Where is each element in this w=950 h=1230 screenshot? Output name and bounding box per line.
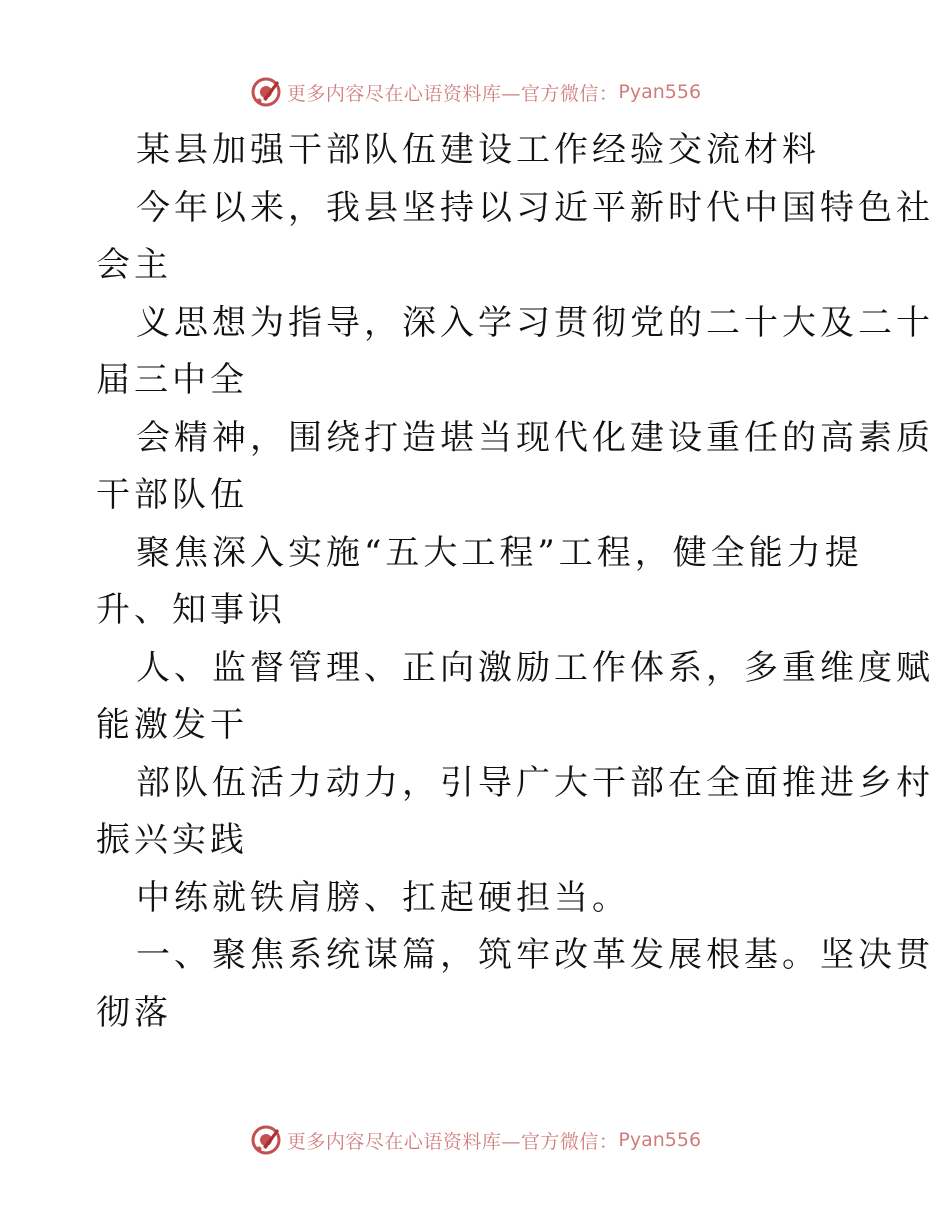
header-watermark — [0, 72, 950, 112]
watermark-text: 更多内容尽在心语资料库—官方微信： — [286, 82, 619, 105]
watermark-logo-icon — [249, 75, 283, 109]
text-line: 一、聚焦系统谋篇，筑牢改革发展根基。坚决贯 — [136, 935, 934, 975]
text-line: 会主 — [96, 245, 172, 285]
footer-watermark — [0, 1120, 950, 1160]
text-line: 振兴实践 — [96, 820, 248, 860]
text-line: 今年以来，我县坚持以习近平新时代中国特色社 — [136, 187, 934, 228]
text-line: 会精神，围绕打造堪当现代化建设重任的高素质 — [136, 417, 934, 458]
text-line: 升、知事识 — [96, 590, 286, 630]
watermark-text: 更多内容尽在心语资料库—官方微信： — [286, 1130, 619, 1153]
text-line: 义思想为指导，深入学习贯彻党的二十大及二十 — [136, 302, 934, 343]
text-line: 某县加强干部队伍建设工作经验交流材料 — [136, 130, 820, 170]
watermark-contact: Pyan556 — [618, 1129, 702, 1151]
watermark-contact: Pyan556 — [618, 81, 702, 103]
text-line: 彻落 — [96, 992, 172, 1033]
text-line: 人、监督管理、正向激励工作体系，多重维度赋 — [136, 647, 934, 688]
text-line: 干部队伍 — [96, 475, 248, 515]
watermark-logo-icon — [249, 1123, 283, 1157]
text-line: 部队伍活力动力，引导广大干部在全面推进乡村 — [136, 762, 934, 803]
text-line: 中练就铁肩膀、扛起硬担当。 — [136, 877, 630, 918]
document-body — [96, 122, 934, 1042]
text-line: 届三中全 — [96, 360, 248, 400]
text-line: 能激发干 — [96, 705, 248, 745]
text-line: 聚焦深入实施“五大工程”工程，健全能力提 — [136, 532, 863, 573]
